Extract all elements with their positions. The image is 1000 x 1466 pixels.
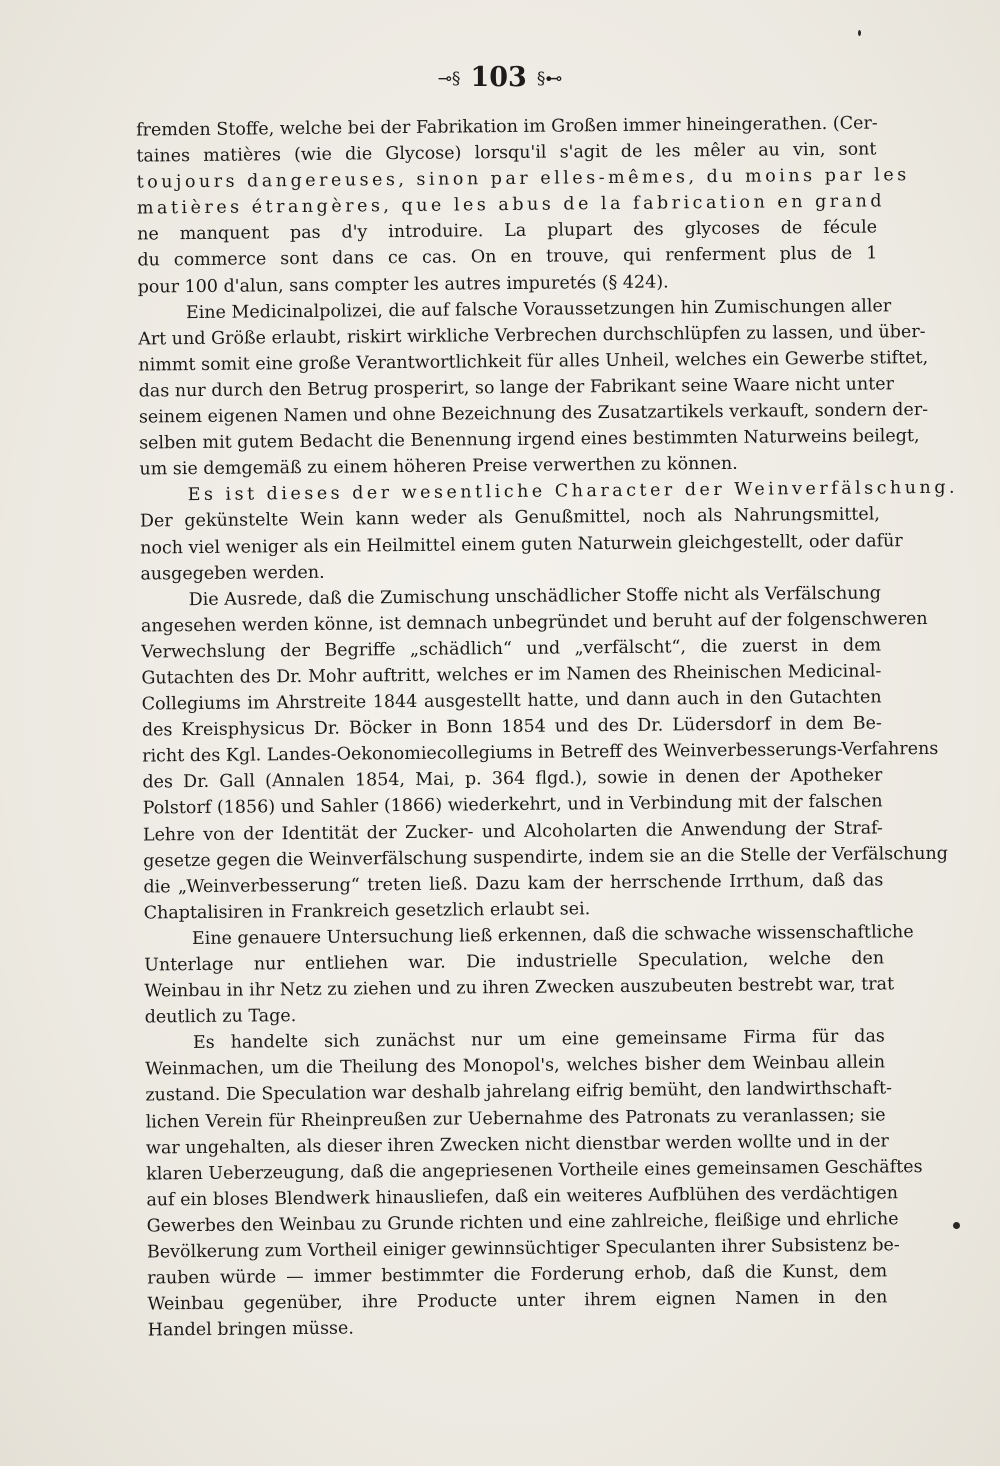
text-line: lichen Verein für Rheinpreußen zur Uebernahme des Patronats zu veranlassen; sie: [145, 1104, 886, 1133]
text-line: Handel bringen müsse.: [147, 1318, 355, 1341]
text-line: klaren Ueberzeugung, daß die angepriesenen Vortheile eines gemeinsamen Geschäftes: [146, 1156, 923, 1185]
text-line: Chaptalisiren in Frankreich gesetzlich erlaubt sei.: [143, 899, 591, 924]
text-line: matières étrangères, que les abus de la fabrication en grand: [136, 191, 886, 219]
text-line: Unterlage nur entliehen war. Die industrielle Speculation, welche den: [144, 948, 885, 976]
header-ornament-right-icon: §⊷: [536, 68, 563, 89]
text-line: des Dr. Gall (Annalen 1854, Mai, p. 364 flgd.), sowie in denen der Apotheker: [142, 765, 883, 793]
text-line: war ungehalten, als dieser ihren Zwecken nicht dienstbar werden wollte und in der: [145, 1131, 889, 1159]
ink-speck: [953, 1222, 960, 1229]
text-line: du commerce sont dans ce cas. On en trouve, qui renferment plus de 1: [137, 243, 878, 272]
text-line: seinem eigenen Namen und ohne Bezeichnung des Zusatzartikels verkauft, sondern der-: [138, 399, 929, 428]
text-line: Lehre von der Identität der Zucker- und Alcoholarten die Anwendung der Straf-: [142, 817, 883, 846]
text-line: auf ein bloses Blendwerk hinausliefen, daß ein weiteres Aufblühen des verdächtigen: [146, 1183, 899, 1211]
text-line: toujours dangereuses, sinon par elles-mêmes, du moins par les: [136, 165, 910, 193]
text-line: Weinbau gegenüber, ihre Producte unter ihrem eignen Namen in den: [147, 1287, 888, 1315]
text-line: taines matières (wie die Glycose) lorsqu'il s'agit de les mêler au vin, sont: [136, 139, 877, 167]
text-line: Weinmachen, um die Theilung des Monopol's, welches bisher dem Weinbau allein: [145, 1052, 886, 1080]
text-line: ausgegeben werden.: [140, 562, 325, 585]
text-line: richt des Kgl. Landes-Oekonomiecollegiums in Betreff des Weinverbesserungs-Verfahrens: [142, 739, 939, 767]
page-number: 103: [470, 62, 527, 93]
text-line: des Kreisphysicus Dr. Böcker in Bonn 1854 und des Dr. Lüdersdorf in dem Be-: [141, 713, 882, 741]
text-line: selben mit gutem Bedacht die Benennung irgend eines bestimmten Naturweins beilegt,: [139, 426, 920, 454]
text-line: pour 100 d'alun, sans compter les autres impuretés (§ 424).: [137, 272, 669, 298]
text-line: Eine genauere Untersuchung ließ erkennen, daß die schwache wissenschaftliche: [191, 922, 914, 949]
text-line: fremden Stoffe, welche bei der Fabrikation im Großen immer hineingerathen. (Cer-: [136, 113, 878, 141]
text-line: Es ist dieses der wesentliche Character der Weinverfälschung.: [187, 477, 959, 506]
text-line: Verwechslung der Begriffe „schädlich“ und „verfälscht“, die zuerst in dem: [141, 635, 882, 663]
text-line: zustand. Die Speculation war deshalb jahrelang eifrig bemüht, den landwirthschaft-: [145, 1078, 893, 1106]
text-line: Eine Medicinalpolizei, die auf falsche Voraussetzungen hin Zumischungen aller: [185, 295, 892, 323]
page-header: [0, 62, 1000, 93]
text-line: Weinbau in ihr Netz zu ziehen und zu ihren Zwecken auszubeuten bestrebt war, trat: [144, 974, 895, 1002]
text-line: Collegiums im Ahrstreite 1844 ausgestellt hatte, und dann auch in den Gutachten: [141, 687, 882, 715]
text-line: Die Ausrede, daß die Zumischung unschädlicher Stoffe nicht als Verfälschung: [188, 583, 882, 610]
text-line: rauben würde — immer bestimmter die Forderung erhob, daß die Kunst, dem: [147, 1261, 888, 1289]
text-line: Der gekünstelte Wein kann weder als Genußmittel, noch als Nahrungsmittel,: [139, 504, 880, 532]
text-line: das nur durch den Betrug prosperirt, so lange der Fabrikant seine Waare nicht unter: [138, 374, 895, 402]
text-line: nimmt somit eine große Verantwortlichkeit für alles Unheil, welches ein Gewerbe stiftet,: [138, 347, 929, 376]
text-line: die „Weinverbesserung“ treten ließ. Dazu kam der herrschende Irrthum, daß das: [143, 870, 884, 898]
body-text: [136, 110, 959, 1343]
text-line: Es handelte sich zunächst nur um eine gemeinsame Firma für das: [192, 1026, 885, 1054]
text-line: angesehen werden könne, ist demnach unbegründet und beruht auf der folgenschweren: [140, 608, 928, 637]
header-ornament-left-icon: ⊸§: [437, 68, 461, 89]
text-line: ne manquent pas d'y introduire. La plupart des glycoses de fécule: [137, 217, 878, 245]
text-line: Bevölkerung zum Vortheil einiger gewinnsüchtiger Speculanten ihrer Subsistenz be-: [146, 1235, 900, 1263]
text-line: Polstorf (1856) und Sahler (1866) wiederkehrt, und in Verbindung mit der falschen: [142, 791, 883, 819]
text-line: Gutachten des Dr. Mohr auftritt, welches er im Namen des Rheinischen Medicinal-: [141, 661, 882, 689]
text-line: noch viel weniger als ein Heilmittel einem guten Naturwein gleichgestellt, oder dafür: [140, 530, 903, 559]
text-line: Art und Größe erlaubt, riskirt wirkliche Verbrechen durchschlüpfen zu lassen, und über-: [138, 321, 926, 350]
text-line: deutlich zu Tage.: [144, 1006, 297, 1028]
ink-speck: [858, 30, 861, 36]
text-line: Gewerbes den Weinbau zu Grunde richten und eine zahlreiche, fleißige und ehrliche: [146, 1209, 899, 1237]
text-line: um sie demgemäß zu einem höheren Preise verwerthen zu können.: [139, 454, 738, 480]
text-line: gesetze gegen die Weinverfälschung suspendirte, indem sie an die Stelle der Verfälschung: [143, 843, 949, 872]
